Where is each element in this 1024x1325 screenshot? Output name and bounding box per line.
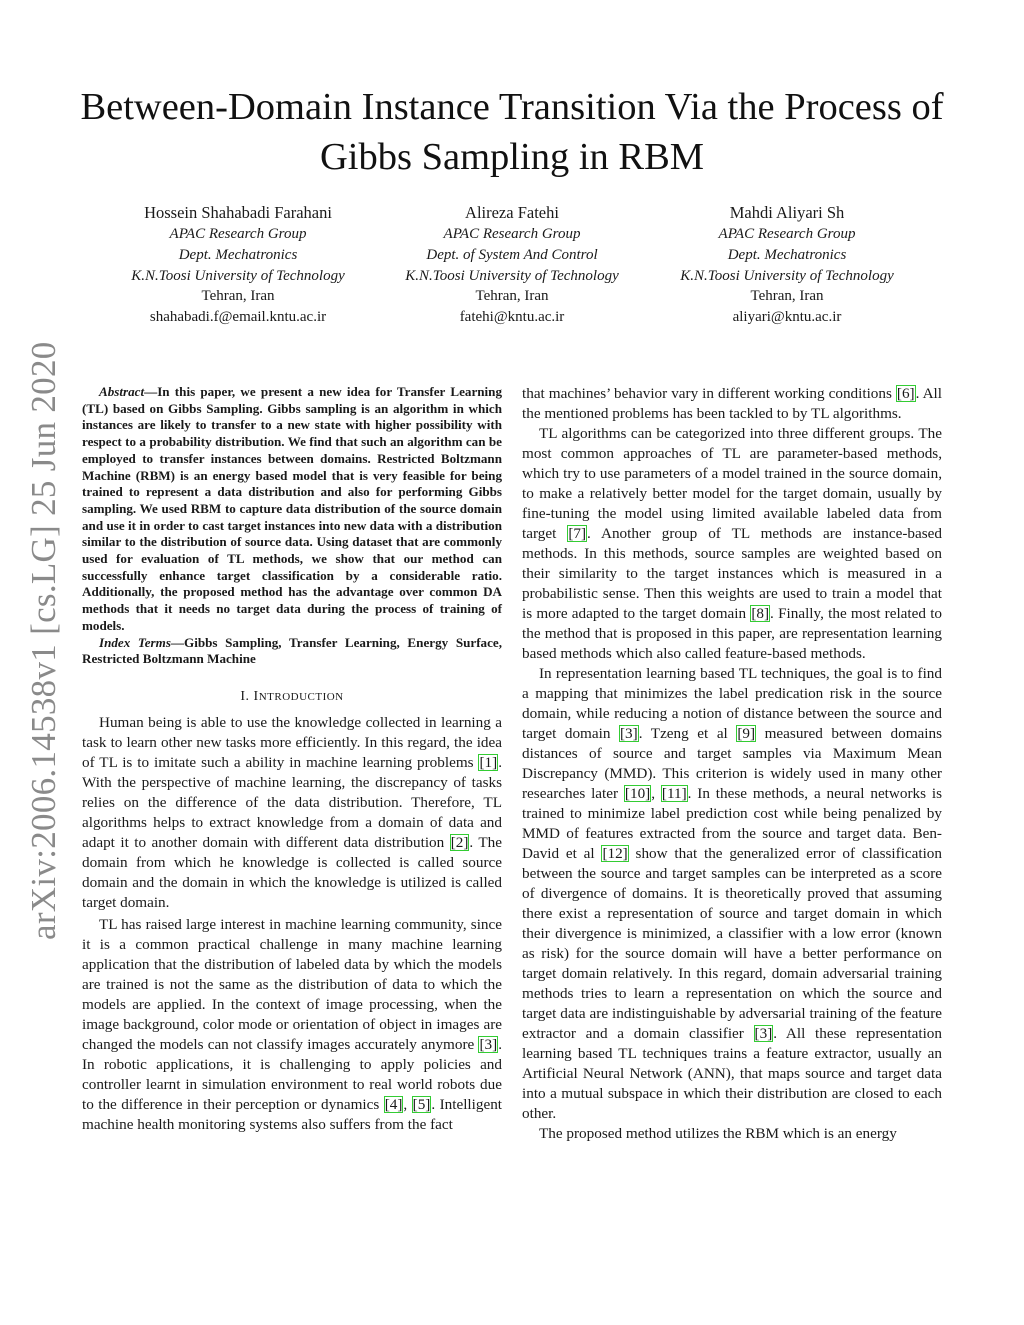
author-group: APAC Research Group — [443, 226, 581, 242]
author-email: aliyari@kntu.ac.ir — [732, 309, 842, 326]
author-name: Hossein Shahabadi Farahani — [144, 203, 332, 222]
citation-link[interactable]: [11] — [661, 785, 687, 802]
index-terms-label: Index Terms — [99, 634, 171, 650]
author-group: APAC Research Group — [718, 226, 856, 242]
citation-link[interactable]: [4] — [384, 1095, 403, 1113]
author-group: APAC Research Group — [169, 226, 307, 242]
author-dept: Dept. of System And Control — [426, 246, 598, 263]
citation-link[interactable]: [1] — [479, 753, 498, 771]
paragraph: The proposed method utilizes the RBM which is an energy — [539, 1125, 897, 1142]
author-email: fatehi@kntu.ac.ir — [459, 309, 565, 326]
paragraph: Human being is able to use the knowledge collected in learning a task to learn other new tasks more efficiently. In this regard, the idea of TL is to imitate such a ability in machine learning problems [1]. With the perspective of machine learning, the discrepancy of tasks relies on the difference of the data distribution. Therefore, TL algorithms helps to extract knowledge from a domain of data and adapt it to another domain with different data distribution [2]. The domain from which he knowledge is collected is called source domain and the domain in which the knowledge is utilized is called target domain. — [82, 713, 502, 911]
left-column — [82, 384, 502, 1135]
abstract-text: —In this paper, we present a new idea for Transfer Learning (TL) based on Gibbs Sampling. Gibbs sampling is an algorithm in which instances are likely to transfer to a new state with higher possibility with respect to a probability distribution. We find that such an algorithm can be employed to transfer instances between domains. Restricted Boltzmann Machine (RBM) is an energy based model that is very feasible for being trained to represent a data distribution and also for performing Gibbs sampling. We used RBM to capture data distribution of the source domain and use it in order to cast target instances into new data with a distribution similar to the distribution of source data. Using dataset that are commonly used for evaluation of TL methods, we show that our method can successfully enhance target classification by a considerable ratio. Additionally, the proposed method has the advantage over common DA methods that it needs no target data during the process of training of models. — [82, 384, 502, 633]
paragraph: TL has raised large interest in machine learning community, since it is a common practical challenge in many machine learning application that the distribution of labeled data by which the models are trained is not the same as the distribution of data to which the models are applied. In the context of image processing, when the image background, color mode or orientation of object in images are changed the models can not classify images accurately anymore [3]. In robotic applications, it is challenging to apply policies and controller learnt in simulation environment to real world robots due to the difference in their perception or dynamics [4], [5]. Intelligent machine health monitoring systems also suffers from the fact — [82, 915, 503, 1133]
author-block — [362, 202, 662, 328]
author-dept: Dept. Mechatronics — [178, 246, 298, 263]
author-university: K.N.Toosi University of Technology — [405, 267, 619, 284]
author-name: Mahdi Aliyari Sh — [729, 203, 845, 222]
abstract-label: Abstract — [99, 384, 145, 399]
abstract — [82, 384, 502, 635]
citation-link[interactable]: [10] — [624, 785, 651, 802]
author-university: K.N.Toosi University of Technology — [680, 267, 894, 284]
section-heading-introduction: I. INTRODUCTION — [240, 688, 344, 704]
citation-link[interactable]: [3] — [619, 725, 638, 742]
citation-link[interactable]: [3] — [754, 1025, 773, 1042]
index-terms — [82, 635, 502, 668]
author-email: shahabadi.f@email.kntu.ac.ir — [149, 309, 327, 326]
citation-link[interactable]: [6] — [896, 385, 915, 402]
citation-link[interactable]: [2] — [450, 833, 469, 851]
right-column — [522, 384, 942, 1144]
paragraph: In representation learning based TL techniques, the goal is to find a mapping that minimizes the label predication risk in the source domain, while reducing a notion of distance between the source and target domain [3]. Tzeng et al [9] measured between domains distances of source and target samples via Maximum Mean Discrepancy (MMD). This criterion is widely used in many other researches later [10], [11]. In these methods, a neural networks is trained to minimize label prediction cost while being penalized by MMD of features extracted from the source and target data. Ben-David et al [12] show that the generalized error of classification between the source and target samples can be interpreted as a score of divergence of domains. It is theoretically proved that assuming there exist a representation of source and target domain in which their divergence is minimized, a classifier with a low error (known as risk) for the source domain will have a better performance on target domain relatively. In this regard, domain adversarial training methods tries to learn a representation on which the source and target data are indistinguishable by adversarial training of the feature extractor and a domain classifier [3]. All these representation learning based TL techniques trains a feature extractor, usually an Artificial Neural Network (ANN), that maps source and target data into a mutual subspace in which their distribution are closed to each other. — [522, 665, 943, 1122]
paper-title: Between-Domain Instance Transition Via the Process of Gibbs Sampling in RBM — [80, 86, 944, 178]
citation-link[interactable]: [3] — [479, 1035, 498, 1053]
author-name: Alireza Fatehi — [465, 203, 559, 222]
arxiv-identifier: arXiv:2006.14538v1 [cs.LG] 25 Jun 2020 — [24, 341, 63, 940]
paragraph: that machines’ behavior vary in different working conditions [6]. All the mentioned problems has been tackled to by TL algorithms. — [522, 385, 942, 422]
index-terms-text: —Gibbs Sampling, Transfer Learning, Energy Surface, Restricted Boltzmann Machine — [82, 634, 502, 667]
citation-link[interactable]: [5] — [412, 1095, 431, 1113]
author-dept: Dept. Mechatronics — [727, 246, 847, 263]
author-location: Tehran, Iran — [475, 288, 549, 305]
author-location: Tehran, Iran — [750, 288, 824, 305]
citation-link[interactable]: [8] — [751, 605, 770, 622]
citation-link[interactable]: [12] — [602, 845, 628, 862]
citation-link[interactable]: [9] — [737, 725, 756, 742]
author-university: K.N.Toosi University of Technology — [131, 267, 345, 284]
author-location: Tehran, Iran — [201, 288, 275, 305]
author-block — [88, 202, 388, 328]
citation-link[interactable]: [7] — [568, 525, 587, 542]
author-block — [637, 202, 937, 328]
paragraph: TL algorithms can be categorized into three different groups. The most common approaches of TL are parameter-based methods, which try to use parameters of a model trained in the source domain, to make a relatively better model for the target domain, usually by fine-tuning the model using limited available labeled data from target [7]. Another group of TL methods are instance-based methods. In this methods, source samples are weighted based on their similarity to the target instances which is measured in a probabilistic sense. Then this weights are used to train a model that is more adapted to the target domain [8]. Finally, the most related to the method that is proposed in this paper, are representation learning based methods which also called feature-based methods. — [522, 425, 943, 662]
